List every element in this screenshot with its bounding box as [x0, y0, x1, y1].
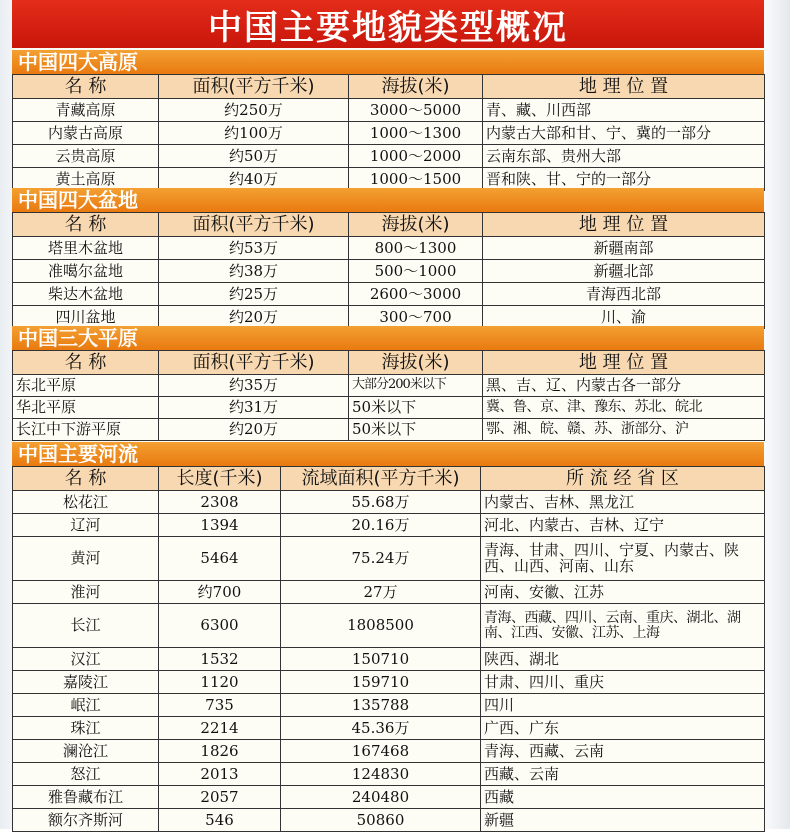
- river-length: 1120: [159, 671, 281, 694]
- basin-name: 塔里木盆地: [13, 237, 159, 260]
- river-basin-area: 75.24万: [281, 537, 481, 581]
- col-header-name: 名 称: [13, 213, 159, 237]
- river-name: 雅鲁藏布江: [13, 786, 159, 809]
- plateau-area: 约250万: [159, 99, 349, 122]
- plain-altitude: 50米以下: [349, 419, 483, 441]
- river-name: 怒江: [13, 763, 159, 786]
- river-length: 546: [159, 809, 281, 832]
- plateau-altitude: 1000～1500: [349, 168, 483, 191]
- river-length: 5464: [159, 537, 281, 581]
- river-provinces: 西藏: [481, 786, 765, 809]
- river-basin-area: 45.36万: [281, 717, 481, 740]
- col-header-length: 长度(千米): [159, 467, 281, 491]
- river-basin-area: 124830: [281, 763, 481, 786]
- river-name: 淮河: [13, 581, 159, 604]
- basin-altitude: 300～700: [349, 306, 483, 329]
- plateau-area: 约50万: [159, 145, 349, 168]
- section-plateaus: 中国四大高原: [12, 50, 764, 74]
- river-provinces: 青海、西藏、四川、云南、重庆、湖北、湖南、江西、安徽、江苏、上海: [481, 604, 765, 648]
- basin-name: 准噶尔盆地: [13, 260, 159, 283]
- col-header-name: 名 称: [13, 75, 159, 99]
- table-row: [13, 122, 765, 145]
- col-header-altitude: 海拔(米): [349, 351, 483, 375]
- rivers-header-row: [13, 467, 765, 491]
- table-row: [13, 581, 765, 604]
- river-name: 嘉陵江: [13, 671, 159, 694]
- col-header-location: 地 理 位 置: [483, 213, 765, 237]
- col-header-altitude: 海拔(米): [349, 213, 483, 237]
- plateau-altitude: 3000～5000: [349, 99, 483, 122]
- basin-location: 新疆南部: [483, 237, 765, 260]
- river-provinces: 内蒙古、吉林、黑龙江: [481, 491, 765, 514]
- table-row: [13, 145, 765, 168]
- basin-name: 柴达木盆地: [13, 283, 159, 306]
- col-header-area: 面积(平方千米): [159, 75, 349, 99]
- river-length: 1394: [159, 514, 281, 537]
- plateaus-table: [12, 74, 765, 191]
- river-length: 735: [159, 694, 281, 717]
- river-provinces: 西藏、云南: [481, 763, 765, 786]
- river-length: 1532: [159, 648, 281, 671]
- table-row: [13, 397, 765, 419]
- plain-area: 约31万: [159, 397, 349, 419]
- table-row: [13, 537, 765, 581]
- river-name: 长江: [13, 604, 159, 648]
- river-length: 2013: [159, 763, 281, 786]
- plateau-name: 内蒙古高原: [13, 122, 159, 145]
- plain-altitude: 50米以下: [349, 397, 483, 419]
- title-bar: [12, 0, 764, 48]
- river-name: 汉江: [13, 648, 159, 671]
- plain-location: 鄂、湘、皖、赣、苏、浙部分、沪: [483, 419, 765, 441]
- river-length: 约700: [159, 581, 281, 604]
- river-basin-area: 1808500: [281, 604, 481, 648]
- river-basin-area: 50860: [281, 809, 481, 832]
- river-name: 澜沧江: [13, 740, 159, 763]
- river-basin-area: 27万: [281, 581, 481, 604]
- col-header-name: 名 称: [13, 467, 159, 491]
- table-row: [13, 375, 765, 397]
- table-row: [13, 809, 765, 832]
- table-row: [13, 514, 765, 537]
- plain-area: 约35万: [159, 375, 349, 397]
- river-basin-area: 135788: [281, 694, 481, 717]
- col-header-area: 面积(平方千米): [159, 351, 349, 375]
- col-header-location: 地 理 位 置: [483, 351, 765, 375]
- basin-location: 新疆北部: [483, 260, 765, 283]
- river-provinces: 河北、内蒙古、吉林、辽宁: [481, 514, 765, 537]
- plateau-name: 青藏高原: [13, 99, 159, 122]
- river-length: 1826: [159, 740, 281, 763]
- river-length: 2057: [159, 786, 281, 809]
- river-basin-area: 20.16万: [281, 514, 481, 537]
- plateau-location: 晋和陕、甘、宁的一部分: [483, 168, 765, 191]
- plateau-name: 黄土高原: [13, 168, 159, 191]
- col-header-provinces: 所 流 经 省 区: [481, 467, 765, 491]
- river-provinces: 甘肃、四川、重庆: [481, 671, 765, 694]
- river-basin-area: 159710: [281, 671, 481, 694]
- table-row: [13, 694, 765, 717]
- section-plains: 中国三大平原: [12, 326, 764, 350]
- plateau-location: 云南东部、贵州大部: [483, 145, 765, 168]
- table-row: [13, 763, 765, 786]
- river-name: 珠江: [13, 717, 159, 740]
- river-length: 2308: [159, 491, 281, 514]
- river-provinces: 青海、西藏、云南: [481, 740, 765, 763]
- table-row: [13, 717, 765, 740]
- river-provinces: 河南、安徽、江苏: [481, 581, 765, 604]
- river-provinces: 陕西、湖北: [481, 648, 765, 671]
- basin-area: 约38万: [159, 260, 349, 283]
- col-header-basin-area: 流域面积(平方千米): [281, 467, 481, 491]
- col-header-name: 名 称: [13, 351, 159, 375]
- river-basin-area: 167468: [281, 740, 481, 763]
- basin-area: 约53万: [159, 237, 349, 260]
- river-provinces: 新疆: [481, 809, 765, 832]
- table-row: [13, 260, 765, 283]
- basin-area: 约25万: [159, 283, 349, 306]
- table-row: [13, 491, 765, 514]
- section-basins: 中国四大盆地: [12, 188, 764, 212]
- river-provinces: 四川: [481, 694, 765, 717]
- basin-location: 青海西北部: [483, 283, 765, 306]
- basins-header-row: [13, 213, 765, 237]
- plateau-area: 约40万: [159, 168, 349, 191]
- plain-location: 黑、吉、辽、内蒙古各一部分: [483, 375, 765, 397]
- table-row: [13, 671, 765, 694]
- river-length: 2214: [159, 717, 281, 740]
- river-name: 岷江: [13, 694, 159, 717]
- plains-table: [12, 350, 765, 441]
- river-name: 辽河: [13, 514, 159, 537]
- plains-header-row: [13, 351, 765, 375]
- river-name: 额尔齐斯河: [13, 809, 159, 832]
- col-header-location: 地 理 位 置: [483, 75, 765, 99]
- river-provinces: 广西、广东: [481, 717, 765, 740]
- plateau-location: 青、藏、川西部: [483, 99, 765, 122]
- river-basin-area: 240480: [281, 786, 481, 809]
- plateau-altitude: 1000～1300: [349, 122, 483, 145]
- table-row: [13, 99, 765, 122]
- table-row: [13, 604, 765, 648]
- plateaus-header-row: [13, 75, 765, 99]
- river-provinces: 青海、甘肃、四川、宁夏、内蒙古、陕西、山西、河南、山东: [481, 537, 765, 581]
- table-row: [13, 740, 765, 763]
- rivers-table: [12, 466, 765, 832]
- table-row: [13, 237, 765, 260]
- plateau-altitude: 1000～2000: [349, 145, 483, 168]
- table-row: [13, 283, 765, 306]
- river-basin-area: 55.68万: [281, 491, 481, 514]
- page-title: 中国主要地貌类型概况: [208, 7, 568, 48]
- basin-name: 四川盆地: [13, 306, 159, 329]
- col-header-altitude: 海拔(米): [349, 75, 483, 99]
- basin-altitude: 800～1300: [349, 237, 483, 260]
- table-row: [13, 648, 765, 671]
- plain-area: 约20万: [159, 419, 349, 441]
- plain-name: 长江中下游平原: [13, 419, 159, 441]
- basin-altitude: 500～1000: [349, 260, 483, 283]
- basin-altitude: 2600～3000: [349, 283, 483, 306]
- river-length: 6300: [159, 604, 281, 648]
- plateau-name: 云贵高原: [13, 145, 159, 168]
- section-rivers: 中国主要河流: [12, 442, 764, 466]
- basin-location: 川、渝: [483, 306, 765, 329]
- plateau-area: 约100万: [159, 122, 349, 145]
- river-basin-area: 150710: [281, 648, 481, 671]
- plain-altitude: 大部分200米以下: [349, 375, 483, 397]
- table-row: [13, 786, 765, 809]
- plain-location: 冀、鲁、京、津、豫东、苏北、皖北: [483, 397, 765, 419]
- basins-table: [12, 212, 765, 329]
- plain-name: 东北平原: [13, 375, 159, 397]
- table-row: [13, 419, 765, 441]
- basin-area: 约20万: [159, 306, 349, 329]
- river-name: 松花江: [13, 491, 159, 514]
- plateau-location: 内蒙古大部和甘、宁、冀的一部分: [483, 122, 765, 145]
- col-header-area: 面积(平方千米): [159, 213, 349, 237]
- plain-name: 华北平原: [13, 397, 159, 419]
- river-name: 黄河: [13, 537, 159, 581]
